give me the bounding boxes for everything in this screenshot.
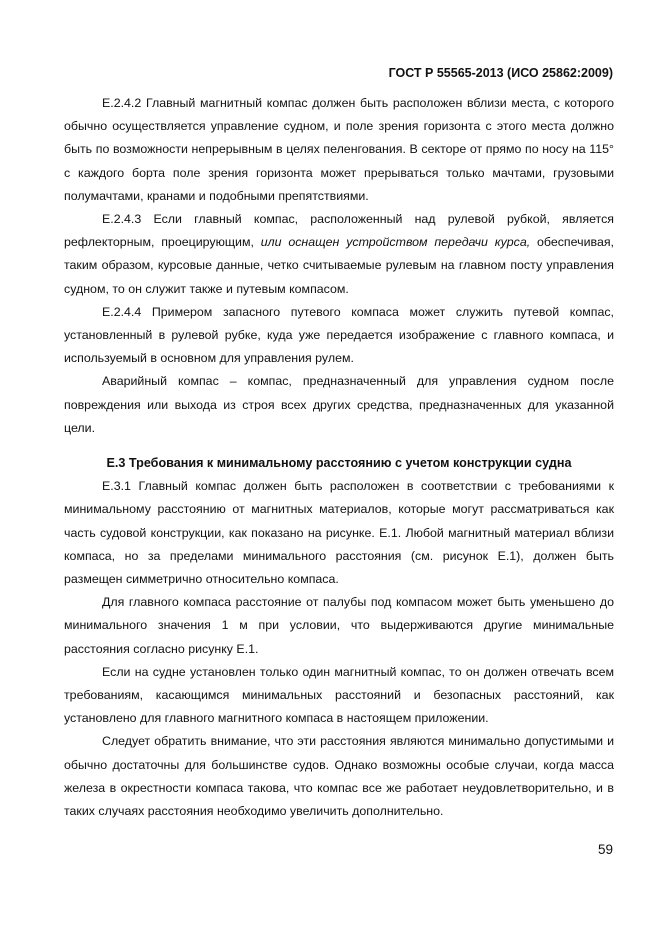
paragraph-e243-text-end: обеспечивая, таким образом, курсовые данные, четко считываемые рулевым на главном посту управления судном, то он служит также и путевым компасом.: [64, 235, 614, 296]
paragraph-e242: Е.2.4.2 Главный магнитный компас должен быть расположен вблизи места, с которого обычно осуществляется управление судном, и поле зрения горизонта с этого места должно быть по возможности непрерывным в целях пеленгования. В секторе от прямо по носу на 115° с каждого борта поле зрения горизонта может прерываться только мачтами, грузовыми полумачтами, кранами и подобными препятствиями.: [64, 96, 614, 203]
paragraph-e243-text: Е.2.4.3 Если главный компас, расположенный над рулевой рубкой, является рефлекторным, проецирующим,: [64, 212, 614, 250]
paragraph-e243: [64, 208, 614, 301]
document-header: ГОСТ Р 55565-2013 (ИСО 25862:2009): [388, 66, 613, 80]
section-title: Е.3 Требования к минимальному расстоянию с учетом конструкции судна: [106, 456, 572, 471]
document-body: [64, 92, 614, 823]
paragraph-emergency-compass: Аварийный компас – компас, предназначенный для управления судном после повреждения или выхода из строя всех других средства, предназначенных для указанной цели.: [64, 374, 614, 435]
paragraph-single-compass: Если на судне установлен только один магнитный компас, то он должен отвечать всем требованиям, касающимся минимальных расстояний и безопасных расстояний, как установлено для главного магнитного компаса в настоящем приложении.: [64, 664, 614, 726]
paragraph-deck-distance: Для главного компаса расстояние от палубы под компасом может быть уменьшено до минимального значения 1 м при условии, что выдерживаются другие минимальные расстояния согласно рисунку Е.1.: [64, 595, 614, 656]
page-number: 59: [597, 842, 613, 857]
paragraph-e31: Е.3.1 Главный компас должен быть расположен в соответствии с требованиями к минимальному расстоянию от магнитных материалов, которые могут рассматриваться как часть судовой конструкции, как показано на рисунке. Е.1. Любой магнитный материал вблизи компаса, но за пределами минимального расстояния (см. рисунок Е.1), должен быть размещен симметрично относительно компаса.: [64, 479, 614, 587]
paragraph-e243-italic: или оснащен устройством передачи курса,: [260, 235, 531, 250]
paragraph-note: Следует обратить внимание, что эти расстояния являются минимально допустимыми и обычно достаточны для большинстве судов. Однако возможны особые случаи, когда масса железа в окрестности компаса такова, что компас все же работает неудовлетворительно, и в таких случаях расстояния необходимо увеличить дополнительно.: [64, 734, 614, 819]
paragraph-e244: Е.2.4.4 Примером запасного путевого компаса может служить путевой компас, установленный в рулевой рубке, куда уже передается изображение с главного компаса, и используемый в основном для управления рулем.: [64, 304, 614, 366]
